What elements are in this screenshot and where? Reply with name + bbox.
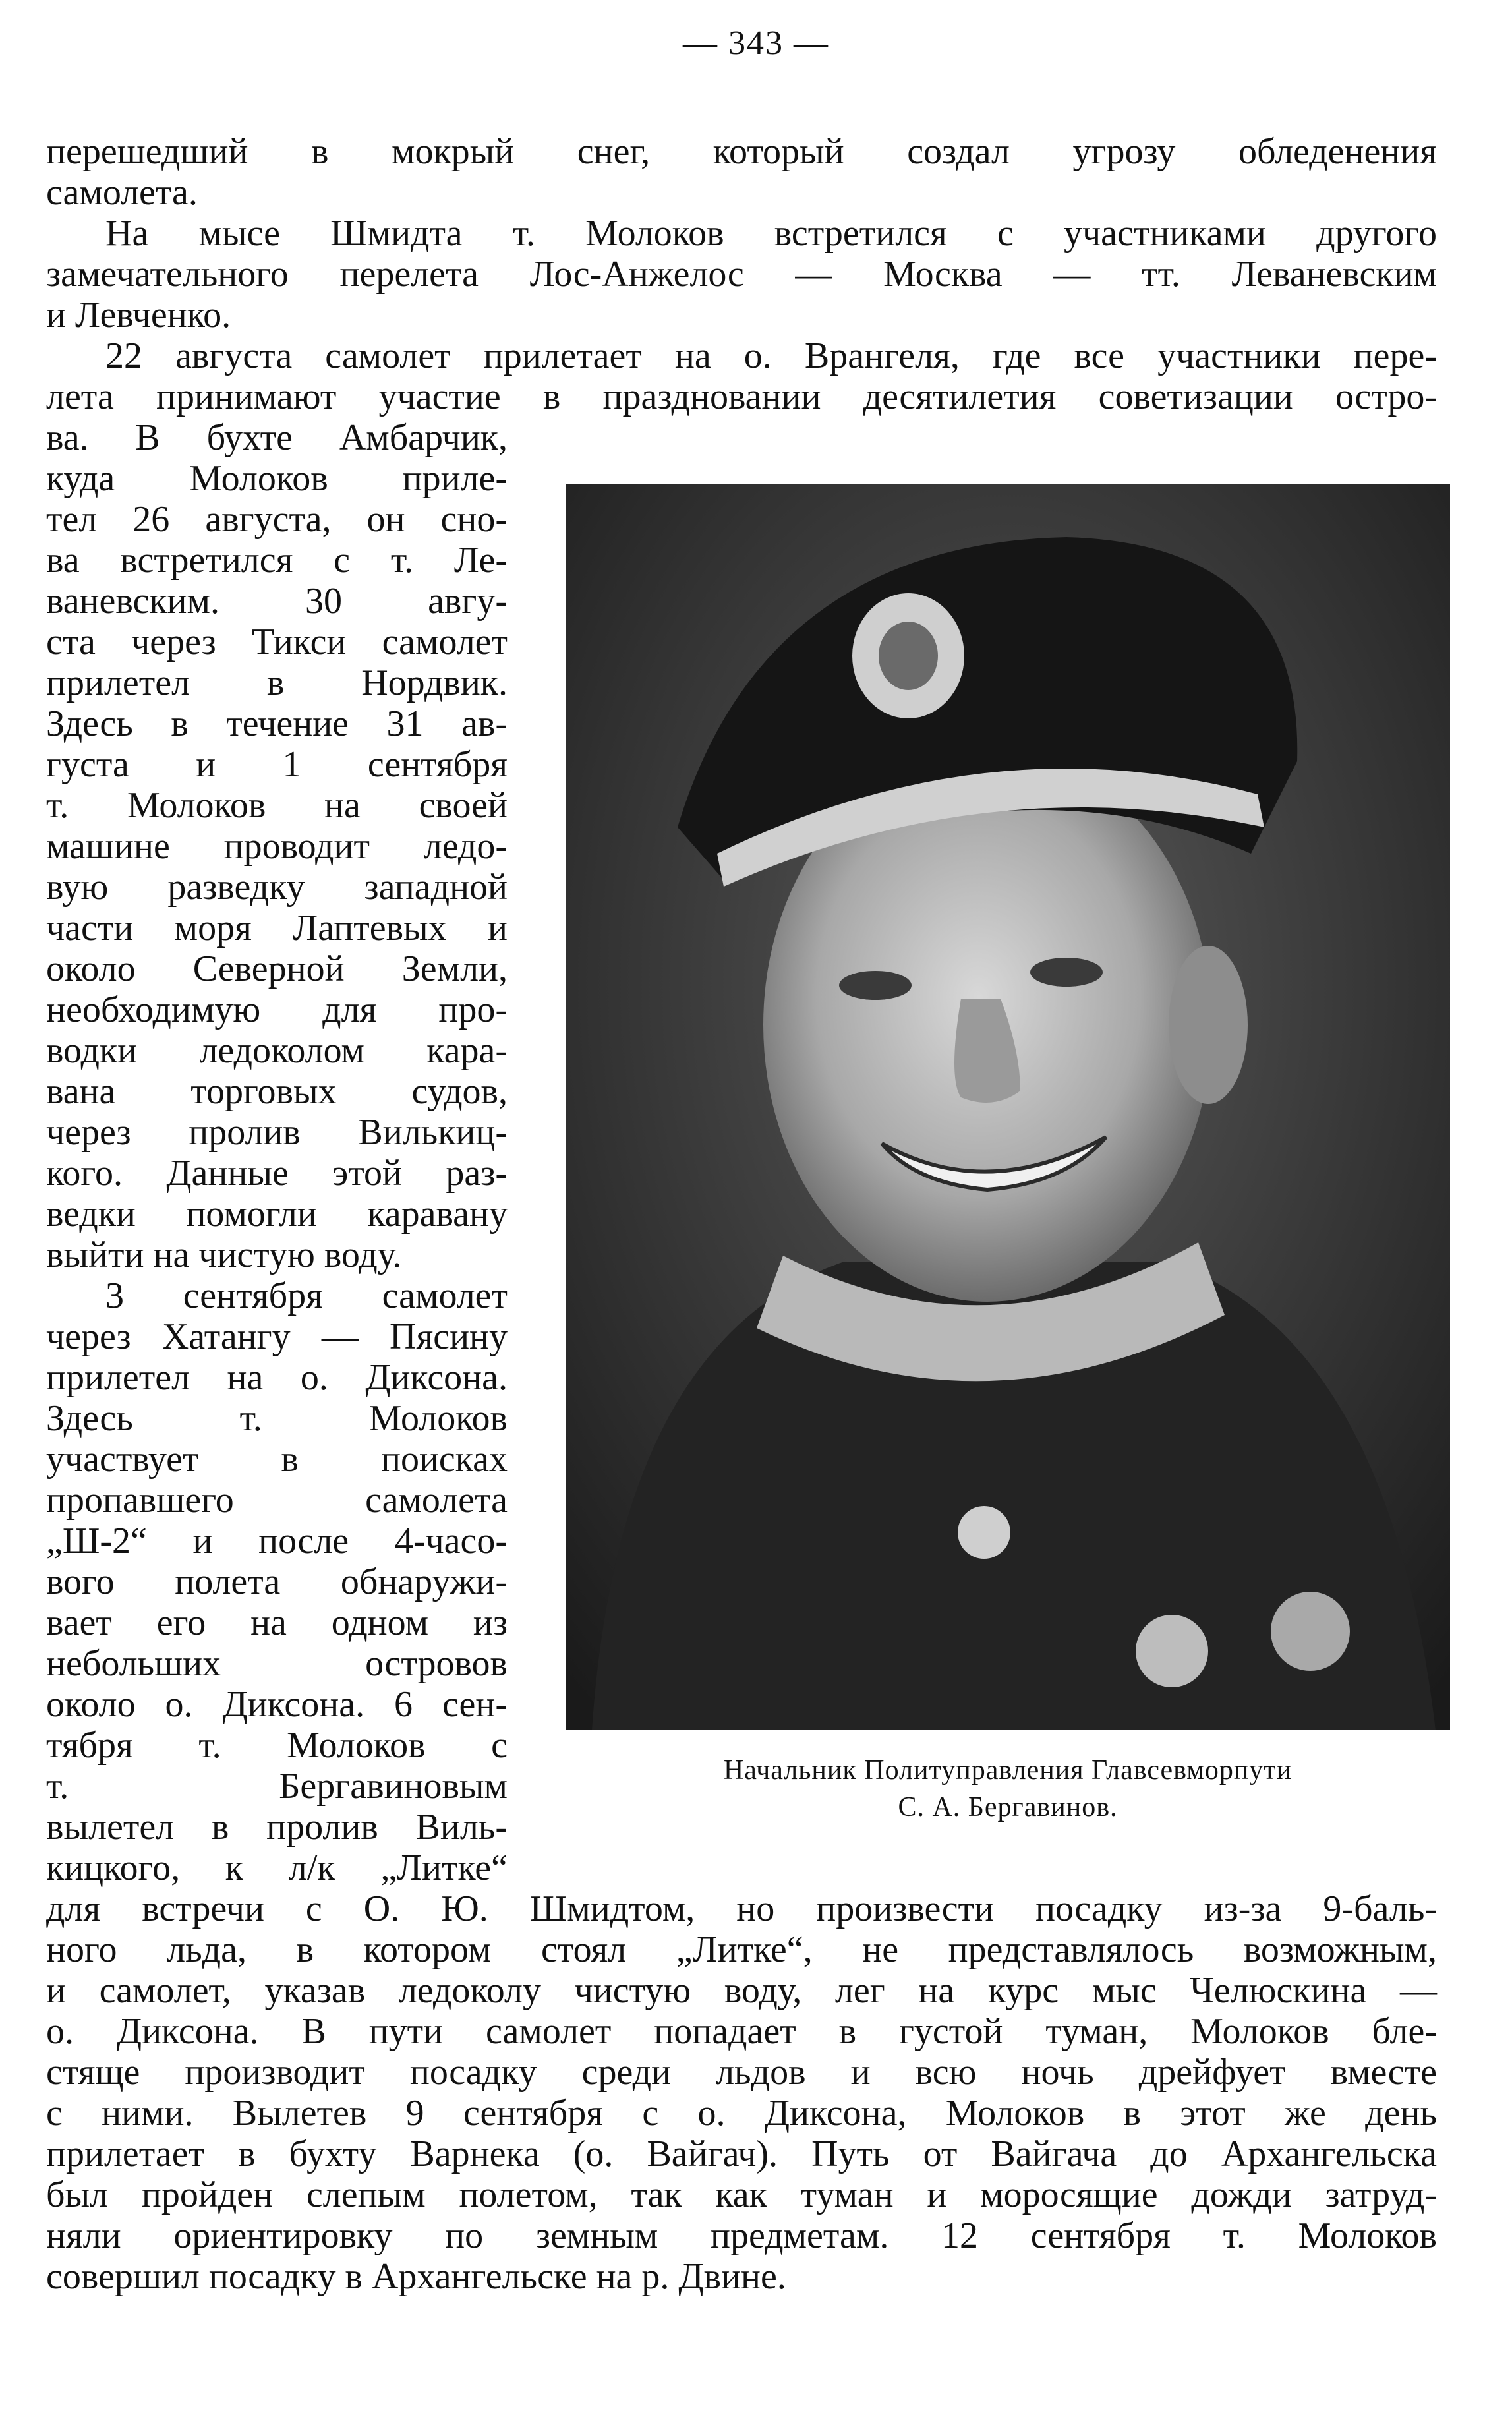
column-line: Здесь в течение 31 ав- — [46, 703, 508, 744]
column-line: около Северной Земли, — [46, 948, 508, 989]
column-line: прилетел на о. Диксона. — [46, 1357, 508, 1398]
column-line: куда Молоков приле- — [46, 458, 508, 499]
column-line: вает его на одном из — [46, 1602, 508, 1643]
text-line: и самолет, указав ледоколу чистую воду, лег на курс мыс Челюскина — — [46, 1970, 1437, 2011]
column-line: через Хатангу — Пясину — [46, 1316, 508, 1357]
column-line: участвует в поисках — [46, 1439, 508, 1480]
column-line: 3 сентября самолет — [105, 1275, 508, 1316]
column-line: тел 26 августа, он сно- — [46, 499, 508, 540]
column-line: кицкого, к л/к „Литке“ — [46, 1848, 508, 1888]
column-line: вылетел в пролив Виль- — [46, 1807, 508, 1848]
column-line: части моря Лаптевых и — [46, 908, 508, 948]
column-line: около о. Диксона. 6 сен- — [46, 1684, 508, 1725]
column-line: т. Молоков на своей — [46, 785, 508, 826]
column-line: тября т. Молоков с — [46, 1725, 508, 1766]
text-line: 22 августа самолет прилетает на о. Врангеля, где все участники пере- — [105, 335, 1437, 376]
column-line: небольших островов — [46, 1643, 508, 1684]
column-line: через пролив Вилькиц- — [46, 1112, 508, 1153]
text-line: ного льда, в котором стоял „Литке“, не представлялось возможным, — [46, 1929, 1437, 1970]
column-line: ва встретился с т. Ле- — [46, 540, 508, 581]
column-line: вого полета обнаружи- — [46, 1561, 508, 1602]
column-line: ста через Тикси самолет — [46, 622, 508, 662]
text-line: стяще производит посадку среди льдов и всю ночь дрейфует вместе — [46, 2052, 1437, 2093]
column-line: т. Бергавиновым — [46, 1766, 508, 1807]
column-line: выйти на чистую воду. — [46, 1235, 402, 1275]
text-line: совершил посадку в Архангельске на р. Двине. — [46, 2256, 786, 2297]
column-line: Здесь т. Молоков — [46, 1398, 508, 1439]
column-line: ваневским. 30 авгу- — [46, 581, 508, 622]
column-line: пропавшего самолета — [46, 1480, 508, 1521]
portrait-photo — [566, 484, 1450, 1730]
text-line: был пройден слепым полетом, так как туман и моросящие дожди затруд- — [46, 2174, 1437, 2215]
column-line: вана торговых судов, — [46, 1071, 508, 1112]
page-number: — 343 — — [683, 24, 829, 62]
column-line: „Ш-2“ и после 4-часо- — [46, 1521, 508, 1561]
text-line: прилетает в бухту Варнека (о. Вайгач). Путь от Вайгача до Архангельска — [46, 2134, 1437, 2174]
text-line: о. Диксона. В пути самолет попадает в густой туман, Молоков бле- — [46, 2011, 1437, 2052]
photo-caption-line-1: Начальник Политуправления Главсевморпути — [723, 1755, 1293, 1786]
column-line: необходимую для про- — [46, 989, 508, 1030]
column-line: вую разведку западной — [46, 867, 508, 908]
text-line: перешедший в мокрый снег, который создал угрозу обледенения — [46, 131, 1437, 172]
text-line: и Левченко. — [46, 295, 231, 335]
text-line: няли ориентировку по земным предметам. 12 сентября т. Молоков — [46, 2215, 1437, 2256]
text-line: самолета. — [46, 172, 198, 213]
text-line: с ними. Вылетев 9 сентября с о. Диксона, Молоков в этот же день — [46, 2093, 1437, 2134]
column-line: кого. Данные этой раз- — [46, 1153, 508, 1194]
column-line: ведки помогли каравану — [46, 1194, 508, 1235]
column-line: прилетел в Нордвик. — [46, 662, 508, 703]
text-line: лета принимают участие в праздновании десятилетия советизации остро- — [46, 376, 1437, 417]
column-line: машине проводит ледо- — [46, 826, 508, 867]
text-line: для встречи с О. Ю. Шмидтом, но произвести посадку из-за 9-баль- — [46, 1888, 1437, 1929]
text-line: замечательного перелета Лос-Анжелос — Москва — тт. Леваневским — [46, 254, 1437, 295]
column-line: водки ледоколом кара- — [46, 1030, 508, 1071]
column-line: густа и 1 сентября — [46, 744, 508, 785]
column-line: ва. В бухте Амбарчик, — [46, 417, 508, 458]
text-line: На мысе Шмидта т. Молоков встретился с участниками другого — [105, 213, 1437, 254]
photo-caption-line-2: С. А. Бергавинов. — [898, 1792, 1118, 1822]
